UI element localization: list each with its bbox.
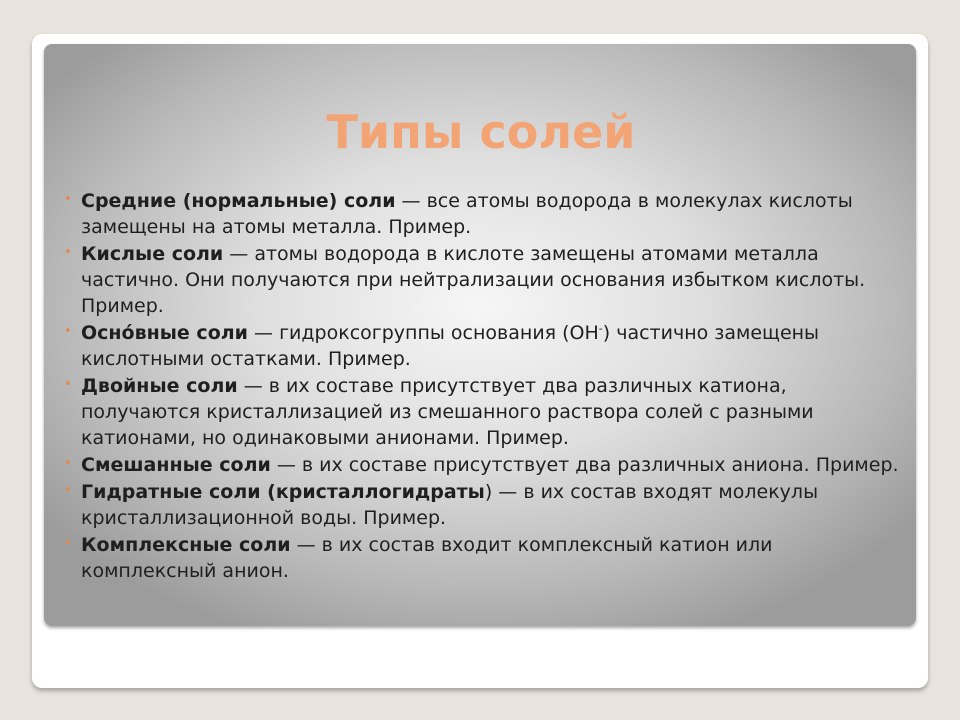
bullet-icon: •	[64, 245, 72, 260]
term-middle-salts: Средние (нормальные) соли	[81, 190, 396, 212]
desc-middle-salts: — все атомы водорода в молекулах кислоты замещены на атомы металла. Пример.	[81, 190, 853, 238]
desc-basic-salts-before: — гидроксогруппы основания (OH	[247, 322, 599, 344]
list-item-middle-salts	[62, 188, 902, 240]
bullet-icon: •	[64, 456, 72, 471]
bullet-icon: •	[64, 536, 72, 551]
list-item-acid-salts	[62, 241, 902, 319]
bullet-icon: •	[64, 483, 72, 498]
bullet-icon: •	[64, 324, 72, 339]
salt-types-list	[62, 188, 902, 585]
list-item-basic-salts	[62, 320, 902, 372]
bullet-icon: •	[64, 377, 72, 392]
term-mixed-salts: Смешанные соли	[81, 454, 271, 476]
desc-basic-salts-after: ) частично замещены кислотными остатками. Пример.	[81, 322, 820, 370]
term-hydrate-salts: Гидратные соли (кристаллогидраты	[81, 481, 485, 503]
list-item-hydrate-salts	[62, 479, 902, 531]
superscript-minus: -	[598, 322, 603, 335]
term-complex-salts: Комплексные соли	[81, 534, 291, 556]
desc-double-salts: — в их составе присутствует два различных катиона, получаются кристаллизацией из смешанного раствора солей с разными катионами, но одинаковыми анионами. Пример.	[81, 375, 814, 449]
term-double-salts: Двойные соли	[81, 375, 238, 397]
list-item-double-salts	[62, 373, 902, 451]
slide-title: Типы солей	[326, 105, 636, 159]
desc-acid-salts: — атомы водорода в кислоте замещены атомами металла частично. Они получаются при нейтрализации основания избытком кислоты. Пример.	[81, 243, 866, 317]
desc-complex-salts: — в их состав входит комплексный катион или комплексный анион.	[81, 534, 773, 582]
list-item-mixed-salts	[62, 452, 902, 478]
term-acid-salts: Кислые соли	[81, 243, 224, 265]
desc-hydrate-salts: ) — в их состав входят молекулы кристаллизационной воды. Пример.	[81, 481, 819, 529]
term-basic-salts: Осно́вные соли	[81, 322, 248, 344]
list-item-complex-salts	[62, 532, 902, 584]
bullet-icon: •	[64, 192, 72, 207]
desc-mixed-salts: — в их составе присутствует два различных аниона. Пример.	[270, 454, 899, 476]
